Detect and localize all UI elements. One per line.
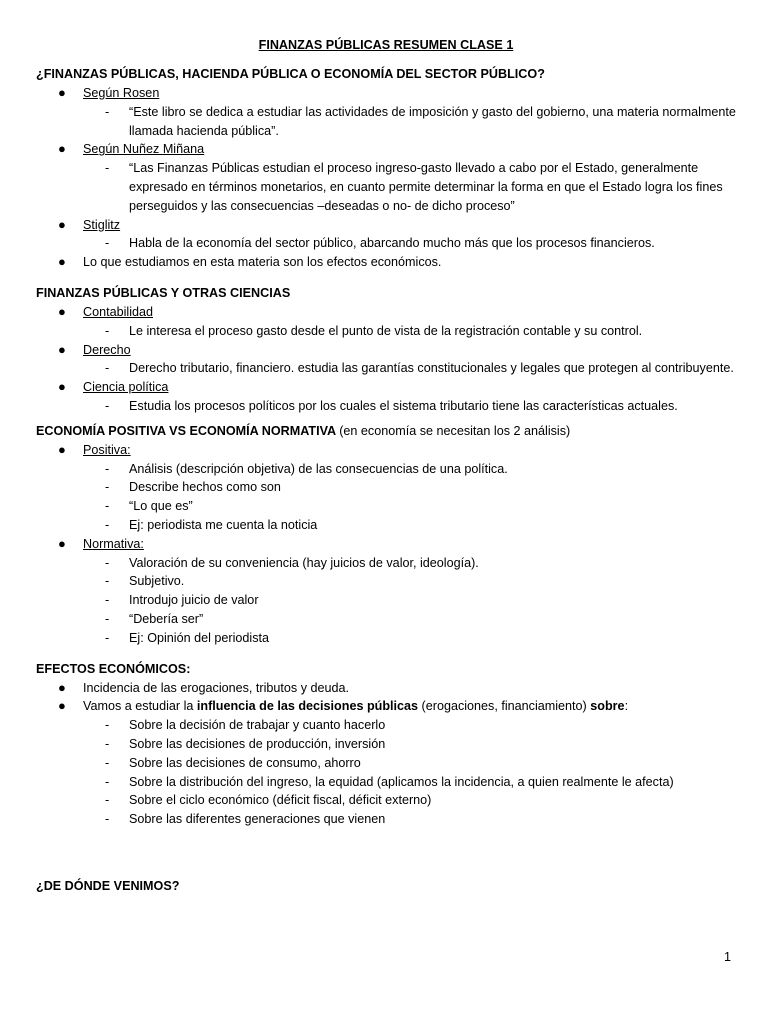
- list-subitem: [36, 791, 736, 810]
- bullet-icon: ●: [58, 535, 66, 551]
- dash-icon: -: [105, 323, 110, 338]
- list-item-contabilidad: [36, 303, 736, 322]
- influencia-bold: influencia de las decisiones públicas: [196, 699, 419, 714]
- bullet-icon: ●: [58, 254, 66, 270]
- influencia-post: :: [624, 699, 629, 714]
- dash-icon: -: [105, 736, 110, 751]
- efecto-item: Sobre las diferentes generaciones que vienen: [129, 812, 386, 827]
- section-heading-positiva-normativa: [36, 422, 736, 441]
- list-subitem-derecho: [36, 359, 736, 378]
- label-positiva: Positiva:: [83, 442, 131, 457]
- list-item-incidencia: [36, 679, 736, 698]
- list-subitem: [36, 754, 736, 773]
- list-subitem: [36, 460, 736, 479]
- dash-icon: -: [105, 461, 110, 476]
- efecto-item: Sobre el ciclo económico (déficit fiscal, déficit externo): [129, 793, 432, 808]
- document-page: [36, 36, 736, 896]
- list-item-conclusion: [36, 253, 736, 272]
- list-subitem-contabilidad: [36, 322, 736, 341]
- dash-icon: -: [105, 398, 110, 413]
- normativa-item: Subjetivo.: [129, 574, 185, 589]
- influencia-pre: Vamos a estudiar la: [83, 699, 197, 714]
- list-subitem: [36, 591, 736, 610]
- section-heading-otras-ciencias: FINANZAS PÚBLICAS Y OTRAS CIENCIAS: [36, 285, 291, 300]
- derecho-text: Derecho tributario, financiero. estudia las garantías constitucionales y legales que protegen al contribuyente.: [129, 361, 734, 376]
- dash-icon: -: [105, 593, 110, 608]
- dash-icon: -: [105, 480, 110, 495]
- author-nunez: Según Nuñez Miñana: [83, 142, 205, 157]
- dash-icon: -: [105, 718, 110, 733]
- list-subitem: [36, 810, 736, 829]
- list-subitem: [36, 478, 736, 497]
- positiva-item: “Lo que es”: [129, 499, 193, 514]
- list-item-stiglitz: [36, 216, 736, 235]
- list-item-ciencia-politica: [36, 378, 736, 397]
- list-subitem-stiglitz-text: [36, 234, 736, 253]
- efecto-item: Sobre las decisiones de consumo, ahorro: [129, 755, 361, 770]
- bullet-icon: ●: [58, 341, 66, 357]
- section-heading-efectos: EFECTOS ECONÓMICOS:: [36, 661, 191, 676]
- label-normativa: Normativa:: [83, 536, 144, 551]
- list-item-derecho: [36, 341, 736, 360]
- dash-icon: -: [105, 755, 110, 770]
- dash-icon: -: [105, 161, 110, 176]
- list-subitem-rosen-quote: [36, 103, 736, 141]
- list-item-nunez: [36, 140, 736, 159]
- dash-icon: -: [105, 499, 110, 514]
- dash-icon: -: [105, 812, 110, 827]
- list-subitem: [36, 516, 736, 535]
- list-subitem: [36, 773, 736, 792]
- dash-icon: -: [105, 574, 110, 589]
- list-item-positiva: [36, 441, 736, 460]
- bullet-icon: ●: [58, 216, 66, 232]
- dash-icon: -: [105, 236, 110, 251]
- positiva-item: Describe hechos como son: [129, 480, 281, 495]
- list-subitem: [36, 572, 736, 591]
- normativa-item: Valoración de su conveniencia (hay juicios de valor, ideología).: [129, 555, 479, 570]
- document-title: FINANZAS PÚBLICAS RESUMEN CLASE 1: [258, 38, 514, 52]
- dash-icon: -: [105, 611, 110, 626]
- normativa-item: Ej: Opinión del periodista: [129, 630, 270, 645]
- nunez-quote: “Las Finanzas Públicas estudian el proceso ingreso-gasto llevado a cabo por el Estado, generalmente expresado en términos monetarios, en cuanto permite determinar la forma en que el Estado logra los fines perseguidos y las consecuencias –deseadas o no- de dicho proceso”: [129, 161, 723, 213]
- section-heading-de-donde-venimos: ¿DE DÓNDE VENIMOS?: [36, 878, 180, 893]
- list-subitem: [36, 629, 736, 648]
- author-stiglitz: Stiglitz: [83, 217, 121, 232]
- list-item-rosen: [36, 84, 736, 103]
- dash-icon: -: [105, 361, 110, 376]
- list-subitem: [36, 716, 736, 735]
- dash-icon: -: [105, 630, 110, 645]
- rosen-quote: “Este libro se dedica a estudiar las actividades de imposición y gasto del gobierno, una materia normalmente llamada hacienda pública”.: [129, 104, 736, 138]
- list-subitem-nunez-quote: [36, 159, 736, 215]
- list-subitem: [36, 554, 736, 573]
- section-heading-finanzas: ¿FINANZAS PÚBLICAS, HACIENDA PÚBLICA O ECONOMÍA DEL SECTOR PÚBLICO?: [36, 67, 545, 81]
- bullet-icon: ●: [58, 141, 66, 157]
- efecto-item: Sobre la decisión de trabajar y cuanto hacerlo: [129, 718, 386, 733]
- heading-note: (en economía se necesitan los 2 análisis): [339, 423, 571, 438]
- ciencia-politica-text: Estudia los procesos políticos por los cuales el sistema tributario tiene las características actuales.: [129, 398, 678, 413]
- bullet-icon: ●: [58, 379, 66, 395]
- list-subitem-ciencia-politica: [36, 397, 736, 416]
- list-subitem: [36, 497, 736, 516]
- label-contabilidad: Contabilidad: [83, 304, 154, 319]
- positiva-item: Ej: periodista me cuenta la noticia: [129, 517, 318, 532]
- heading-text: ECONOMÍA POSITIVA VS ECONOMÍA NORMATIVA: [36, 423, 336, 438]
- normativa-item: “Debería ser”: [129, 611, 204, 626]
- influencia-mid: (erogaciones, financiamiento): [418, 699, 591, 714]
- conclusion-text: Lo que estudiamos en esta materia son los efectos económicos.: [83, 255, 442, 270]
- author-rosen: Según Rosen: [83, 86, 160, 100]
- page-number: 1: [723, 950, 731, 964]
- dash-icon: -: [105, 517, 110, 532]
- dash-icon: -: [105, 793, 110, 808]
- dash-icon: -: [105, 774, 110, 789]
- influencia-sobre: sobre: [590, 699, 625, 714]
- incidencia-text: Incidencia de las erogaciones, tributos y deuda.: [83, 680, 350, 695]
- bullet-icon: ●: [58, 698, 66, 714]
- efecto-item: Sobre la distribución del ingreso, la equidad (aplicamos la incidencia, a quien realmente le afecta): [129, 774, 674, 789]
- dash-icon: -: [105, 555, 110, 570]
- bullet-icon: ●: [58, 85, 66, 100]
- stiglitz-text: Habla de la economía del sector público, abarcando mucho más que los procesos financieros.: [129, 236, 655, 251]
- positiva-item: Análisis (descripción objetiva) de las consecuencias de una política.: [129, 461, 508, 476]
- bullet-icon: ●: [58, 441, 66, 457]
- label-ciencia-politica: Ciencia política: [83, 380, 169, 395]
- contabilidad-text: Le interesa el proceso gasto desde el punto de vista de la registración contable y su control.: [129, 323, 643, 338]
- normativa-item: Introdujo juicio de valor: [129, 593, 259, 608]
- list-subitem: [36, 610, 736, 629]
- bullet-icon: ●: [58, 679, 66, 695]
- efecto-item: Sobre las decisiones de producción, inversión: [129, 736, 386, 751]
- label-derecho: Derecho: [83, 342, 131, 357]
- list-item-influencia: [36, 697, 736, 716]
- list-subitem: [36, 735, 736, 754]
- dash-icon: -: [105, 104, 110, 119]
- bullet-icon: ●: [58, 303, 66, 319]
- list-item-normativa: [36, 535, 736, 554]
